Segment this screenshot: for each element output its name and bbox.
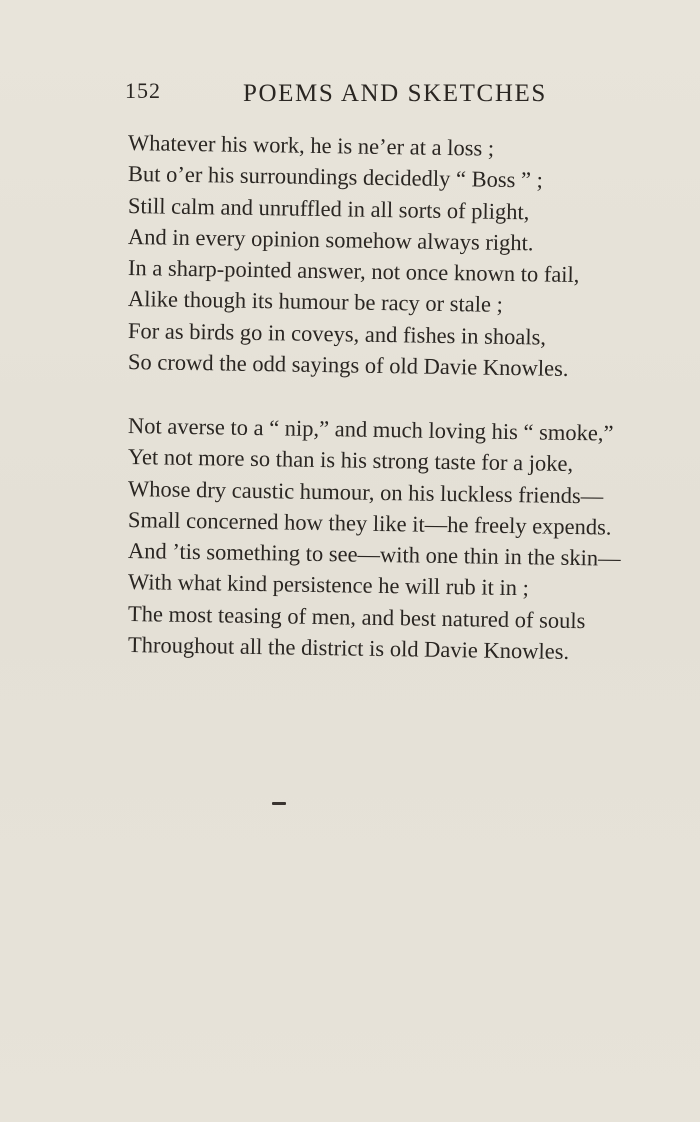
poem-line: Whatever his work, he is ne’er at a loss ; xyxy=(127,130,495,161)
poem-line: Still calm and unruffled in all sorts of plight, xyxy=(127,192,530,224)
poem-line: Throughout all the district is old Davie Knowles. xyxy=(127,632,570,665)
poem-line: And ’tis something to see—with one thin in the skin— xyxy=(127,538,621,571)
poem-line: Alike though its humour be racy or stale ; xyxy=(127,286,504,318)
stanza-1 xyxy=(127,127,688,381)
poem-line: Small concerned how they like it—he freely expends. xyxy=(127,506,612,540)
poem-line: Whose dry caustic humour, on his luckless friends— xyxy=(127,475,604,509)
page-header xyxy=(125,78,575,114)
page-number: 152 xyxy=(125,78,161,103)
stanza-2 xyxy=(127,410,688,665)
poem-line: Yet not more so than is his strong taste for a joke, xyxy=(127,444,574,477)
ink-mark xyxy=(272,802,286,805)
poem-line: In a sharp-pointed answer, not once known to fail, xyxy=(127,255,580,288)
poem-line: And in every opinion somehow always right. xyxy=(127,223,534,256)
poem-line: So crowd the odd sayings of old Davie Knowles. xyxy=(127,349,569,381)
poem-line: The most teasing of men, and best natured of souls xyxy=(127,600,586,633)
poem-line: But o’er his surroundings decidedly “ Boss ” ; xyxy=(127,161,544,193)
poem-line: Not averse to a “ nip,” and much loving his “ smoke,” xyxy=(127,413,614,446)
poem-line: With what kind persistence he will rub it in ; xyxy=(127,569,530,601)
poem-line: For as birds go in coveys, and fishes in shoals, xyxy=(127,317,547,350)
running-head: POEMS AND SKETCHES xyxy=(243,80,547,107)
